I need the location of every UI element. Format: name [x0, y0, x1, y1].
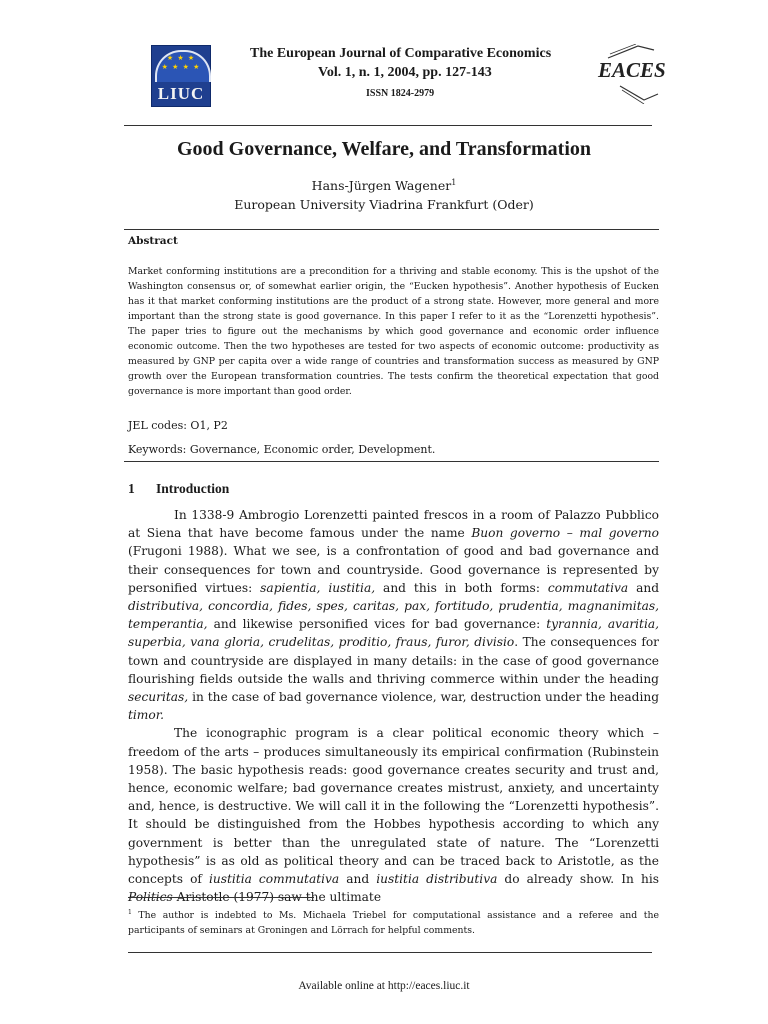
author-affiliation: European University Viadrina Frankfurt (Oder): [234, 197, 534, 212]
journal-volume: Vol. 1, n. 1, 2004, pp. 127-143: [318, 65, 492, 80]
star-icon: ★ ★ ★ ★ ★ ★ ★: [161, 54, 201, 71]
italic-term: distributiva, concordia, fides, spes, caritas, pax, fortitudo, prudentia, magnanimitas, temperantia,: [128, 599, 659, 632]
footnote-mark: 1: [128, 909, 132, 916]
paragraph: [128, 506, 659, 724]
text-run: in the case of bad governance violence, war, destruction under the heading: [188, 690, 659, 705]
italic-term: iustitia commutativa: [209, 872, 340, 887]
text-run: The iconographic program is a clear political economic theory which – freedom of the arts – produces simultaneously its empirical confirmation (Rubinstein 1958). The basic hypothesis reads: good governance creates security and trust and, hence, economic welfare; bad governance creates mistrust, anxiety, and uncertainty and, hence, is destructive. We will call it in the following the “Lorenzetti hypothesis”. It should be distinguished from the Hobbes hypothesis according to which any government is better than the unregulated state of nature. The “Lorenzetti hypothesis” is as old as political theory and can be traced back to Aristotle, as the concepts of: [128, 726, 659, 887]
eaces-logo-text: EACES: [598, 58, 666, 82]
author-footnote-mark: 1: [451, 178, 457, 187]
italic-term: tyrannia, avaritia, superbia, vana gloria, crudelitas, proditio, fraus, furor, divisio: [128, 617, 659, 650]
footer-availability: Available online at http://eaces.liuc.it: [298, 980, 470, 992]
abstract-bottom-divider: [124, 461, 659, 462]
footer-divider: [128, 952, 652, 953]
text-run: (Frugoni 1988). What we see, is a confrontation of good and bad governance and their consequences for town and countryside. Good governance is represented by personified virtues:: [128, 544, 659, 595]
section-number: 1: [128, 481, 135, 496]
italic-term: Politics: [128, 890, 173, 905]
italic-term: timor.: [128, 708, 165, 723]
text-run: and this in both forms:: [375, 580, 548, 595]
text-run: In 1338-9 Ambrogio Lorenzetti painted frescos in a room of Palazzo Pubblico at Siena that have become famous under the name: [128, 508, 659, 541]
text-run: . The consequences for town and countryside are displayed in many details: in the case of good governance flourishing fields outside the walls and thriving commerce within under the heading: [128, 635, 659, 686]
section-title: Introduction: [156, 481, 230, 496]
footnote: [128, 906, 659, 938]
footnote-text: The author is indebted to Ms. Michaela Triebel for computational assistance and a referee and the participants of seminars at Groningen and Lörrach for helpful comments.: [128, 910, 659, 936]
text-run: Aristotle (1977) saw the ultimate: [172, 890, 382, 905]
italic-term: Buon governo – mal governo: [471, 526, 659, 541]
section-heading: [128, 481, 229, 497]
paper-title: Good Governance, Welfare, and Transformation: [176, 138, 592, 160]
journal-title: The European Journal of Comparative Economics: [250, 46, 552, 61]
italic-term: securitas,: [128, 690, 189, 705]
eaces-logo: [598, 44, 664, 104]
text-run: and likewise personified vices for bad governance:: [207, 617, 547, 632]
italic-term: iustitia distributiva: [376, 872, 498, 887]
text-run: do already show. In his: [497, 872, 659, 887]
italic-term: commutativa: [547, 580, 629, 595]
italic-term: sapientia, iustitia,: [260, 580, 376, 595]
abstract-heading: Abstract: [128, 235, 178, 247]
author-line: [0, 178, 768, 193]
keywords: Keywords: Governance, Economic order, Development.: [128, 443, 436, 456]
paragraph: [128, 724, 659, 906]
text-run: and: [628, 580, 660, 595]
author-name: Hans-Jürgen Wagener: [311, 178, 452, 194]
footnote-divider: [128, 897, 314, 898]
body-text: [128, 506, 659, 906]
journal-issn: ISSN 1824-2979: [366, 88, 435, 99]
jel-codes: JEL codes: O1, P2: [128, 419, 228, 432]
abstract-top-divider: [124, 229, 659, 230]
liuc-logo: [151, 45, 211, 107]
text-run: and: [339, 872, 377, 887]
liuc-logo-text: LIUC: [157, 84, 205, 103]
header-divider: [124, 125, 652, 126]
abstract-text: Market conforming institutions are a precondition for a thriving and stable economy. This is the upshot of the Washington consensus or, of somewhat earlier origin, the “Eucken hypothesis”. Another hypothesis of Eucken has it that market conforming institutions are the product of a strong state. However, more general and more important than the strong state is good governance. In this paper I refer to it as the “Lorenzetti hypothesis”. The paper tries to figure out the mechanisms by which good governance and economic order influence economic outcome. Then the two hypotheses are tested for two aspects of economic outcome: productivity as measured by GNP per capita over a wide range of countries and transformation success as measured by GNP growth over the European transformation countries. The tests confirm the theoretical expectation that good governance is more important than good order.: [128, 266, 659, 397]
